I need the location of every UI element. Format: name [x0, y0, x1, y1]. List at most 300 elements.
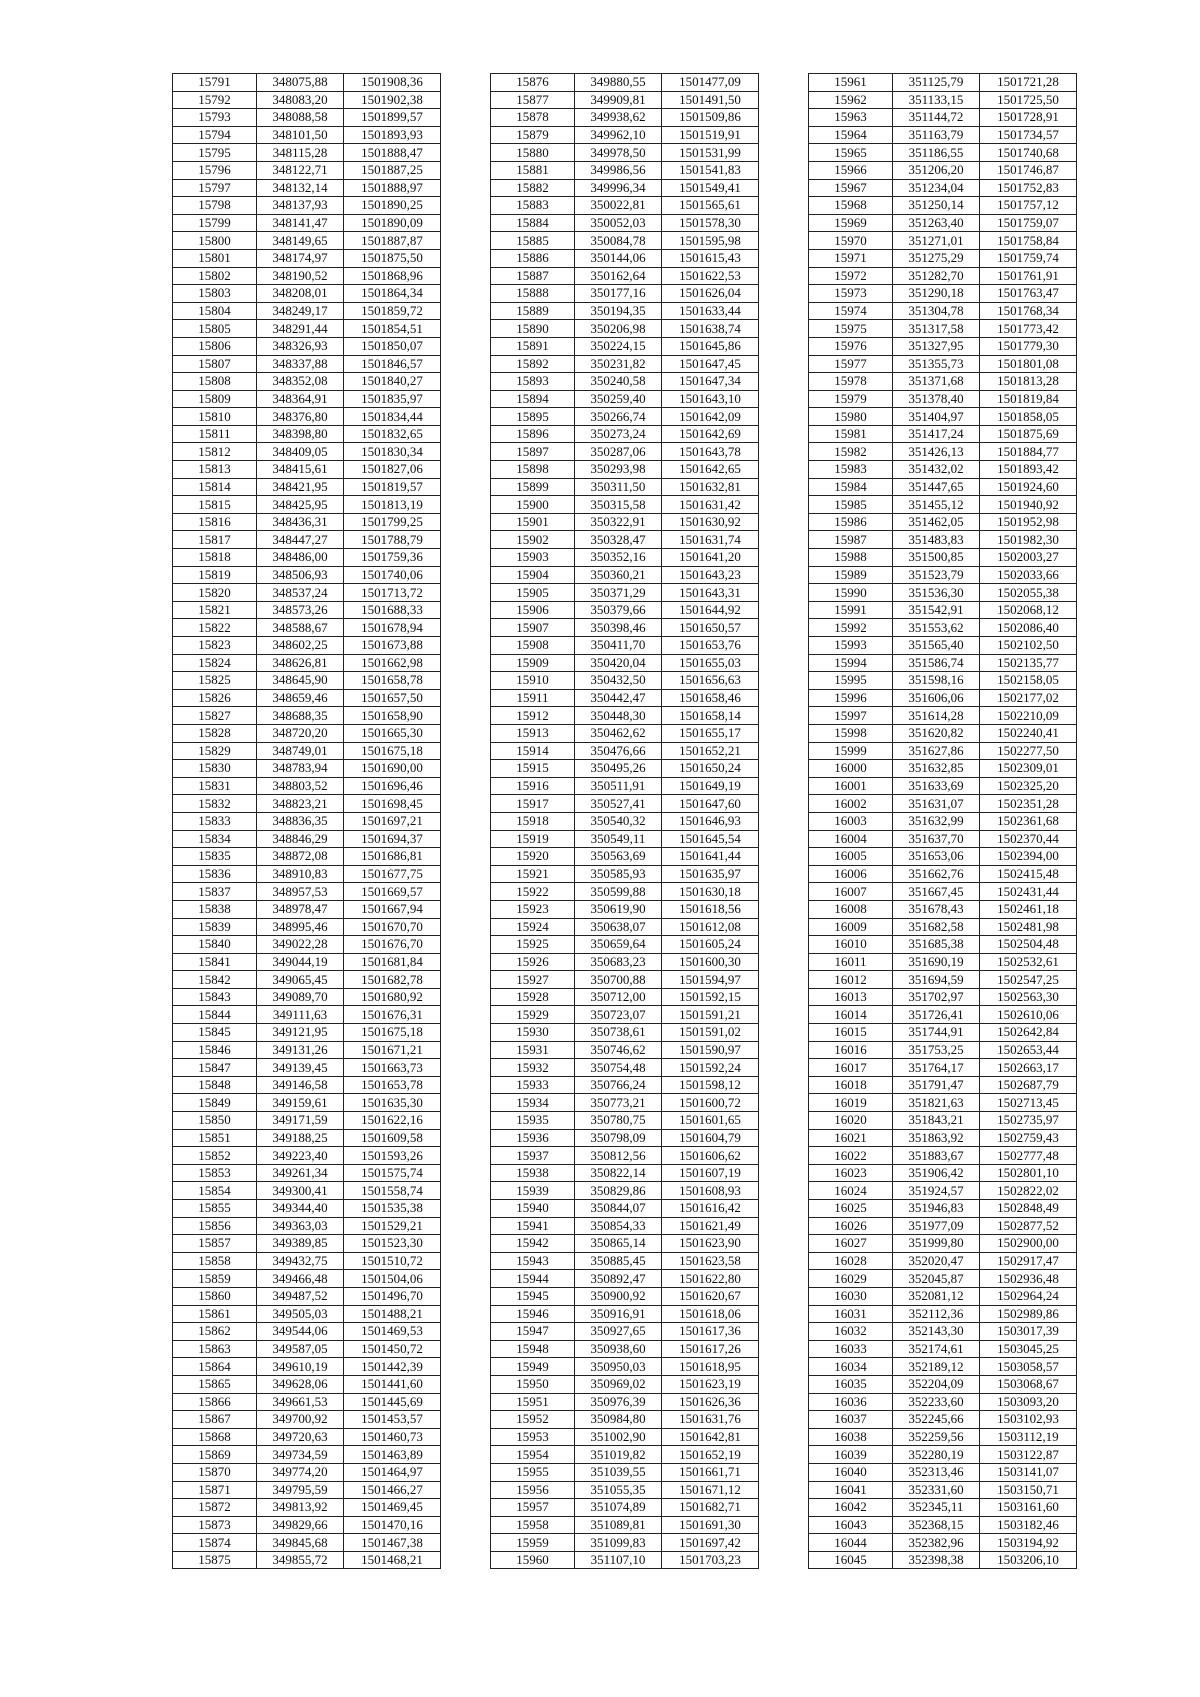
x-coordinate-cell: 349774,20 — [257, 1463, 344, 1481]
table-row — [809, 249, 1077, 267]
x-coordinate-cell: 350798,09 — [575, 1129, 662, 1147]
table-row — [173, 1393, 441, 1411]
x-coordinate-cell: 350773,21 — [575, 1094, 662, 1112]
x-coordinate-cell: 351821,63 — [893, 1094, 980, 1112]
y-coordinate-cell: 1502394,00 — [980, 848, 1077, 866]
table-row — [173, 848, 441, 866]
point-number-cell: 16039 — [809, 1446, 893, 1464]
x-coordinate-cell: 349363,03 — [257, 1217, 344, 1235]
x-coordinate-cell: 352204,09 — [893, 1375, 980, 1393]
y-coordinate-cell: 1501890,09 — [344, 214, 441, 232]
point-number-cell: 15881 — [491, 161, 575, 179]
x-coordinate-cell: 351678,43 — [893, 900, 980, 918]
y-coordinate-cell: 1501662,98 — [344, 654, 441, 672]
y-coordinate-cell: 1501642,81 — [662, 1428, 759, 1446]
point-number-cell: 15803 — [173, 285, 257, 303]
point-number-cell: 15996 — [809, 689, 893, 707]
x-coordinate-cell: 351378,40 — [893, 390, 980, 408]
table-row — [491, 74, 759, 92]
x-coordinate-cell: 350398,46 — [575, 619, 662, 637]
y-coordinate-cell: 1501678,94 — [344, 619, 441, 637]
point-number-cell: 16019 — [809, 1094, 893, 1112]
table-row — [491, 654, 759, 672]
table-row — [809, 74, 1077, 92]
x-coordinate-cell: 352233,60 — [893, 1393, 980, 1411]
point-number-cell: 15904 — [491, 566, 575, 584]
point-number-cell: 15929 — [491, 1006, 575, 1024]
y-coordinate-cell: 1501887,25 — [344, 161, 441, 179]
point-number-cell: 15887 — [491, 267, 575, 285]
x-coordinate-cell: 348436,31 — [257, 513, 344, 531]
x-coordinate-cell: 348872,08 — [257, 848, 344, 866]
x-coordinate-cell: 350754,48 — [575, 1059, 662, 1077]
x-coordinate-cell: 352045,87 — [893, 1270, 980, 1288]
y-coordinate-cell: 1501740,06 — [344, 566, 441, 584]
table-row — [173, 637, 441, 655]
x-coordinate-cell: 351483,83 — [893, 531, 980, 549]
point-number-cell: 16024 — [809, 1182, 893, 1200]
y-coordinate-cell: 1501653,78 — [344, 1076, 441, 1094]
y-coordinate-cell: 1501622,16 — [344, 1112, 441, 1130]
x-coordinate-cell: 350360,21 — [575, 566, 662, 584]
point-number-cell: 15948 — [491, 1340, 575, 1358]
table-row — [173, 267, 441, 285]
point-number-cell: 16029 — [809, 1270, 893, 1288]
y-coordinate-cell: 1501647,60 — [662, 795, 759, 813]
point-number-cell: 15843 — [173, 988, 257, 1006]
y-coordinate-cell: 1501616,42 — [662, 1200, 759, 1218]
y-coordinate-cell: 1502917,47 — [980, 1252, 1077, 1270]
table-row — [173, 566, 441, 584]
point-number-cell: 15827 — [173, 707, 257, 725]
y-coordinate-cell: 1501725,50 — [980, 91, 1077, 109]
table-row — [809, 1006, 1077, 1024]
table-row — [173, 232, 441, 250]
table-row — [173, 1446, 441, 1464]
table-row — [491, 302, 759, 320]
x-coordinate-cell: 348291,44 — [257, 320, 344, 338]
x-coordinate-cell: 351317,58 — [893, 320, 980, 338]
table-row — [491, 249, 759, 267]
point-number-cell: 15920 — [491, 848, 575, 866]
y-coordinate-cell: 1501631,42 — [662, 496, 759, 514]
table-row — [809, 672, 1077, 690]
x-coordinate-cell: 351586,74 — [893, 654, 980, 672]
table-row — [491, 1006, 759, 1024]
x-coordinate-cell: 349700,92 — [257, 1411, 344, 1429]
y-coordinate-cell: 1501578,30 — [662, 214, 759, 232]
x-coordinate-cell: 349813,92 — [257, 1499, 344, 1517]
y-coordinate-cell: 1502504,48 — [980, 936, 1077, 954]
x-coordinate-cell: 350599,88 — [575, 883, 662, 901]
x-coordinate-cell: 352345,11 — [893, 1499, 980, 1517]
point-number-cell: 15935 — [491, 1112, 575, 1130]
y-coordinate-cell: 1501658,14 — [662, 707, 759, 725]
point-number-cell: 15924 — [491, 918, 575, 936]
y-coordinate-cell: 1503161,60 — [980, 1499, 1077, 1517]
x-coordinate-cell: 350273,24 — [575, 425, 662, 443]
y-coordinate-cell: 1502964,24 — [980, 1287, 1077, 1305]
x-coordinate-cell: 349544,06 — [257, 1323, 344, 1341]
table-row — [809, 1112, 1077, 1130]
x-coordinate-cell: 351019,82 — [575, 1446, 662, 1464]
point-number-cell: 16026 — [809, 1217, 893, 1235]
y-coordinate-cell: 1501620,67 — [662, 1287, 759, 1305]
table-row — [491, 1551, 759, 1569]
x-coordinate-cell: 348398,80 — [257, 425, 344, 443]
point-number-cell: 15822 — [173, 619, 257, 637]
y-coordinate-cell: 1501645,86 — [662, 337, 759, 355]
x-coordinate-cell: 350900,92 — [575, 1287, 662, 1305]
x-coordinate-cell: 350177,16 — [575, 285, 662, 303]
table-row — [491, 232, 759, 250]
table-row — [173, 478, 441, 496]
x-coordinate-cell: 349044,19 — [257, 953, 344, 971]
point-number-cell: 15945 — [491, 1287, 575, 1305]
table-row — [491, 1217, 759, 1235]
point-number-cell: 15808 — [173, 373, 257, 391]
table-row — [173, 513, 441, 531]
x-coordinate-cell: 348208,01 — [257, 285, 344, 303]
point-number-cell: 15908 — [491, 637, 575, 655]
point-number-cell: 15854 — [173, 1182, 257, 1200]
y-coordinate-cell: 1502431,44 — [980, 883, 1077, 901]
x-coordinate-cell: 350322,91 — [575, 513, 662, 531]
point-number-cell: 15812 — [173, 443, 257, 461]
y-coordinate-cell: 1501463,89 — [344, 1446, 441, 1464]
point-number-cell: 15833 — [173, 812, 257, 830]
point-number-cell: 16012 — [809, 971, 893, 989]
x-coordinate-cell: 349628,06 — [257, 1375, 344, 1393]
point-number-cell: 16021 — [809, 1129, 893, 1147]
table-row — [491, 91, 759, 109]
x-coordinate-cell: 352174,61 — [893, 1340, 980, 1358]
x-coordinate-cell: 351667,45 — [893, 883, 980, 901]
point-number-cell: 16013 — [809, 988, 893, 1006]
x-coordinate-cell: 351977,09 — [893, 1217, 980, 1235]
y-coordinate-cell: 1503122,87 — [980, 1446, 1077, 1464]
table-row — [809, 1534, 1077, 1552]
table-row — [809, 900, 1077, 918]
x-coordinate-cell: 351606,06 — [893, 689, 980, 707]
y-coordinate-cell: 1501655,17 — [662, 724, 759, 742]
table-row — [809, 1041, 1077, 1059]
x-coordinate-cell: 348421,95 — [257, 478, 344, 496]
table-row — [491, 672, 759, 690]
table-row — [491, 1041, 759, 1059]
x-coordinate-cell: 348115,28 — [257, 144, 344, 162]
table-row — [809, 812, 1077, 830]
x-coordinate-cell: 348409,05 — [257, 443, 344, 461]
y-coordinate-cell: 1501470,16 — [344, 1516, 441, 1534]
y-coordinate-cell: 1501773,42 — [980, 320, 1077, 338]
point-number-cell: 15954 — [491, 1446, 575, 1464]
table-row — [173, 249, 441, 267]
table-row — [491, 760, 759, 778]
y-coordinate-cell: 1501759,07 — [980, 214, 1077, 232]
point-number-cell: 15858 — [173, 1252, 257, 1270]
y-coordinate-cell: 1501632,81 — [662, 478, 759, 496]
point-number-cell: 15851 — [173, 1129, 257, 1147]
point-number-cell: 16025 — [809, 1200, 893, 1218]
x-coordinate-cell: 351632,99 — [893, 812, 980, 830]
x-coordinate-cell: 351690,19 — [893, 953, 980, 971]
y-coordinate-cell: 1501477,09 — [662, 74, 759, 92]
table-row — [491, 812, 759, 830]
table-row — [173, 1463, 441, 1481]
y-coordinate-cell: 1501643,10 — [662, 390, 759, 408]
x-coordinate-cell: 351404,97 — [893, 408, 980, 426]
point-number-cell: 15792 — [173, 91, 257, 109]
x-coordinate-cell: 349855,72 — [257, 1551, 344, 1569]
y-coordinate-cell: 1501888,47 — [344, 144, 441, 162]
table-row — [809, 461, 1077, 479]
point-number-cell: 15849 — [173, 1094, 257, 1112]
point-number-cell: 15800 — [173, 232, 257, 250]
x-coordinate-cell: 348337,88 — [257, 355, 344, 373]
table-row — [173, 1551, 441, 1569]
y-coordinate-cell: 1502777,48 — [980, 1147, 1077, 1165]
x-coordinate-cell: 351290,18 — [893, 285, 980, 303]
y-coordinate-cell: 1501676,70 — [344, 936, 441, 954]
table-row — [173, 1516, 441, 1534]
table-row — [491, 478, 759, 496]
table-row — [173, 1481, 441, 1499]
point-number-cell: 15912 — [491, 707, 575, 725]
x-coordinate-cell: 351565,40 — [893, 637, 980, 655]
y-coordinate-cell: 1501757,12 — [980, 197, 1077, 215]
y-coordinate-cell: 1501622,53 — [662, 267, 759, 285]
x-coordinate-cell: 351863,92 — [893, 1129, 980, 1147]
y-coordinate-cell: 1501643,78 — [662, 443, 759, 461]
table-row — [491, 724, 759, 742]
point-number-cell: 15816 — [173, 513, 257, 531]
point-number-cell: 15804 — [173, 302, 257, 320]
point-number-cell: 15829 — [173, 742, 257, 760]
table-row — [491, 214, 759, 232]
point-number-cell: 16020 — [809, 1112, 893, 1130]
y-coordinate-cell: 1501675,18 — [344, 742, 441, 760]
point-number-cell: 15810 — [173, 408, 257, 426]
table-row — [809, 654, 1077, 672]
x-coordinate-cell: 351371,68 — [893, 373, 980, 391]
point-number-cell: 15903 — [491, 549, 575, 567]
table-row — [173, 1323, 441, 1341]
y-coordinate-cell: 1501510,72 — [344, 1252, 441, 1270]
x-coordinate-cell: 351542,91 — [893, 601, 980, 619]
y-coordinate-cell: 1501835,97 — [344, 390, 441, 408]
table-row — [173, 1235, 441, 1253]
x-coordinate-cell: 348720,20 — [257, 724, 344, 742]
point-number-cell: 15913 — [491, 724, 575, 742]
y-coordinate-cell: 1501615,43 — [662, 249, 759, 267]
point-number-cell: 16014 — [809, 1006, 893, 1024]
x-coordinate-cell: 351447,65 — [893, 478, 980, 496]
x-coordinate-cell: 350311,50 — [575, 478, 662, 496]
x-coordinate-cell: 352143,30 — [893, 1323, 980, 1341]
point-number-cell: 16023 — [809, 1164, 893, 1182]
point-number-cell: 15979 — [809, 390, 893, 408]
y-coordinate-cell: 1501887,87 — [344, 232, 441, 250]
point-number-cell: 15799 — [173, 214, 257, 232]
table-row — [809, 302, 1077, 320]
point-number-cell: 15933 — [491, 1076, 575, 1094]
y-coordinate-cell: 1501608,93 — [662, 1182, 759, 1200]
table-row — [809, 988, 1077, 1006]
y-coordinate-cell: 1502663,17 — [980, 1059, 1077, 1077]
point-number-cell: 15907 — [491, 619, 575, 637]
table-row — [809, 1252, 1077, 1270]
table-row — [173, 390, 441, 408]
x-coordinate-cell: 351107,10 — [575, 1551, 662, 1569]
point-number-cell: 15965 — [809, 144, 893, 162]
point-number-cell: 15817 — [173, 531, 257, 549]
table-row — [173, 760, 441, 778]
x-coordinate-cell: 350766,24 — [575, 1076, 662, 1094]
x-coordinate-cell: 349188,25 — [257, 1129, 344, 1147]
y-coordinate-cell: 1502361,68 — [980, 812, 1077, 830]
point-number-cell: 16031 — [809, 1305, 893, 1323]
point-number-cell: 15893 — [491, 373, 575, 391]
y-coordinate-cell: 1502277,50 — [980, 742, 1077, 760]
table-row — [491, 707, 759, 725]
y-coordinate-cell: 1501759,36 — [344, 549, 441, 567]
y-coordinate-cell: 1503093,20 — [980, 1393, 1077, 1411]
point-number-cell: 15922 — [491, 883, 575, 901]
table-row — [809, 1094, 1077, 1112]
x-coordinate-cell: 351791,47 — [893, 1076, 980, 1094]
y-coordinate-cell: 1501868,96 — [344, 267, 441, 285]
x-coordinate-cell: 348537,24 — [257, 584, 344, 602]
point-number-cell: 15993 — [809, 637, 893, 655]
table-row — [809, 566, 1077, 584]
table-row — [173, 1340, 441, 1358]
x-coordinate-cell: 348836,35 — [257, 812, 344, 830]
x-coordinate-cell: 350224,15 — [575, 337, 662, 355]
point-number-cell: 15793 — [173, 109, 257, 127]
table-row — [491, 1235, 759, 1253]
y-coordinate-cell: 1501601,65 — [662, 1112, 759, 1130]
table-row — [809, 214, 1077, 232]
table-row — [173, 654, 441, 672]
point-number-cell: 15957 — [491, 1499, 575, 1517]
y-coordinate-cell: 1501468,21 — [344, 1551, 441, 1569]
point-number-cell: 16018 — [809, 1076, 893, 1094]
point-number-cell: 16040 — [809, 1463, 893, 1481]
x-coordinate-cell: 351637,70 — [893, 830, 980, 848]
y-coordinate-cell: 1501663,73 — [344, 1059, 441, 1077]
point-number-cell: 15983 — [809, 461, 893, 479]
point-number-cell: 15936 — [491, 1129, 575, 1147]
x-coordinate-cell: 350683,23 — [575, 953, 662, 971]
x-coordinate-cell: 352112,36 — [893, 1305, 980, 1323]
point-number-cell: 15901 — [491, 513, 575, 531]
table-row — [173, 988, 441, 1006]
table-row — [809, 1446, 1077, 1464]
table-row — [173, 91, 441, 109]
table-row — [809, 443, 1077, 461]
x-coordinate-cell: 350371,29 — [575, 584, 662, 602]
table-row — [173, 1076, 441, 1094]
table-row — [491, 1059, 759, 1077]
table-row — [491, 179, 759, 197]
point-number-cell: 15857 — [173, 1235, 257, 1253]
point-number-cell: 15831 — [173, 777, 257, 795]
x-coordinate-cell: 350916,91 — [575, 1305, 662, 1323]
y-coordinate-cell: 1501788,79 — [344, 531, 441, 549]
x-coordinate-cell: 350206,98 — [575, 320, 662, 338]
table-row — [173, 1270, 441, 1288]
point-number-cell: 16006 — [809, 865, 893, 883]
point-number-cell: 16035 — [809, 1375, 893, 1393]
x-coordinate-cell: 351694,59 — [893, 971, 980, 989]
point-number-cell: 15952 — [491, 1411, 575, 1429]
x-coordinate-cell: 348645,90 — [257, 672, 344, 690]
x-coordinate-cell: 348376,80 — [257, 408, 344, 426]
y-coordinate-cell: 1501531,99 — [662, 144, 759, 162]
x-coordinate-cell: 351250,14 — [893, 197, 980, 215]
point-number-cell: 16032 — [809, 1323, 893, 1341]
x-coordinate-cell: 350432,50 — [575, 672, 662, 690]
point-number-cell: 15848 — [173, 1076, 257, 1094]
y-coordinate-cell: 1502848,49 — [980, 1200, 1077, 1218]
table-row — [173, 214, 441, 232]
x-coordinate-cell: 348249,17 — [257, 302, 344, 320]
y-coordinate-cell: 1501618,56 — [662, 900, 759, 918]
x-coordinate-cell: 348506,93 — [257, 566, 344, 584]
point-number-cell: 15896 — [491, 425, 575, 443]
table-row — [173, 355, 441, 373]
point-number-cell: 15923 — [491, 900, 575, 918]
x-coordinate-cell: 350293,98 — [575, 461, 662, 479]
table-row — [173, 1006, 441, 1024]
x-coordinate-cell: 351726,41 — [893, 1006, 980, 1024]
point-number-cell: 15811 — [173, 425, 257, 443]
table-row — [491, 1200, 759, 1218]
x-coordinate-cell: 348326,93 — [257, 337, 344, 355]
point-number-cell: 15844 — [173, 1006, 257, 1024]
table-row — [173, 1200, 441, 1218]
x-coordinate-cell: 348088,58 — [257, 109, 344, 127]
table-row — [491, 1481, 759, 1499]
table-row — [491, 1094, 759, 1112]
y-coordinate-cell: 1502102,50 — [980, 637, 1077, 655]
table-row — [173, 672, 441, 690]
table-row — [809, 830, 1077, 848]
point-number-cell: 15986 — [809, 513, 893, 531]
point-number-cell: 15806 — [173, 337, 257, 355]
y-coordinate-cell: 1501665,30 — [344, 724, 441, 742]
table-row — [491, 126, 759, 144]
point-number-cell: 15801 — [173, 249, 257, 267]
x-coordinate-cell: 349089,70 — [257, 988, 344, 1006]
point-number-cell: 15894 — [491, 390, 575, 408]
point-number-cell: 15836 — [173, 865, 257, 883]
y-coordinate-cell: 1501626,36 — [662, 1393, 759, 1411]
point-number-cell: 15988 — [809, 549, 893, 567]
table-row — [491, 918, 759, 936]
table-row — [173, 883, 441, 901]
point-number-cell: 15914 — [491, 742, 575, 760]
point-number-cell: 15916 — [491, 777, 575, 795]
x-coordinate-cell: 349389,85 — [257, 1235, 344, 1253]
table-row — [491, 865, 759, 883]
y-coordinate-cell: 1501592,24 — [662, 1059, 759, 1077]
point-number-cell: 16017 — [809, 1059, 893, 1077]
table-row — [809, 1164, 1077, 1182]
point-number-cell: 15876 — [491, 74, 575, 92]
y-coordinate-cell: 1501888,97 — [344, 179, 441, 197]
